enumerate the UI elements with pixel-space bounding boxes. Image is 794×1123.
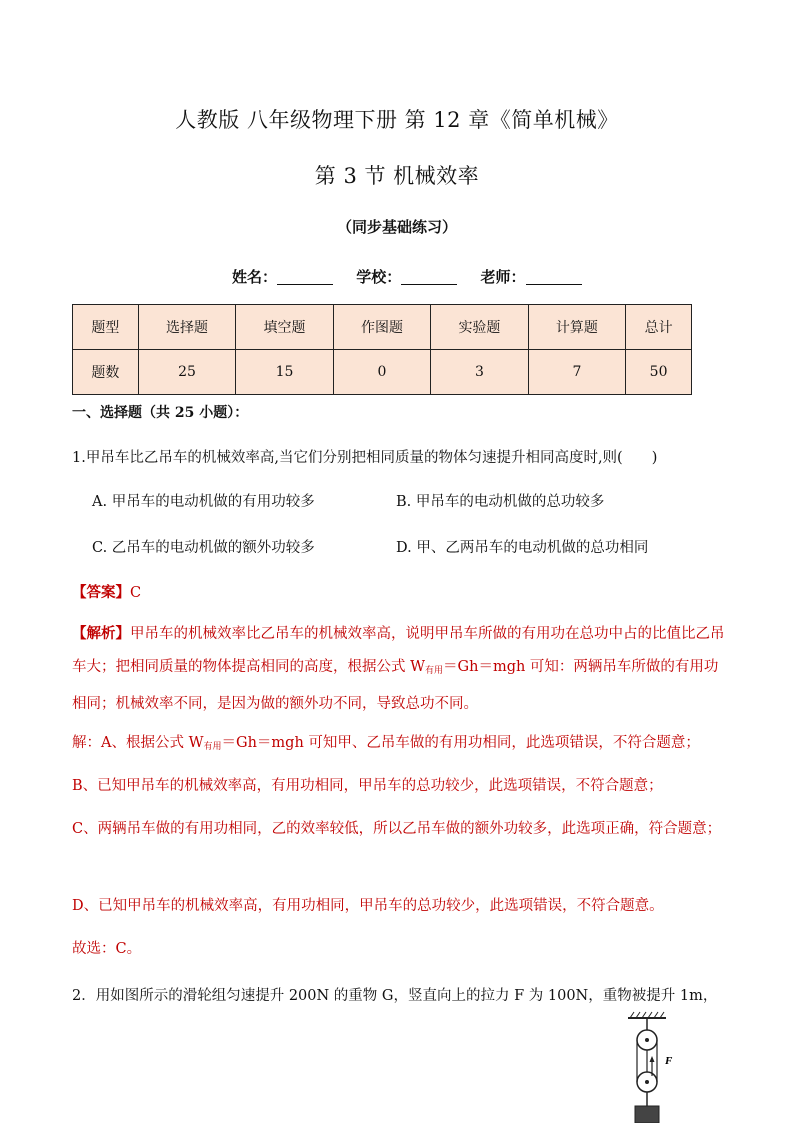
table-cell: 题数 — [73, 350, 139, 395]
exercise-subtitle: （同步基础练习） — [336, 218, 457, 236]
name-label: 姓名： — [232, 268, 278, 286]
question-1-stem: 1.甲吊车比乙吊车的机械效率高,当它们分别把相同质量的物体匀速提升相同高度时,则( ) — [72, 450, 658, 466]
table-cell: 实验题 — [431, 305, 528, 350]
table-cell: 3 — [431, 350, 528, 395]
teacher-blank[interactable] — [526, 284, 582, 285]
student-info-line — [232, 266, 600, 287]
option-d: D. 甲、乙两吊车的电动机做的总功相同 — [396, 540, 649, 556]
question-2-stem: 2．用如图所示的滑轮组匀速提升 200N 的重物 G，竖直向上的拉力 F 为 100N，重物被提升 1m， — [72, 988, 718, 1004]
solution-b: B、已知甲吊车的机械效率高，有用功相同，甲吊车的总功较少，此选项错误，不符合题意； — [72, 778, 663, 794]
answer-label: 【答案】 — [72, 584, 130, 601]
table-cell: 题型 — [73, 305, 139, 350]
table-cell: 计算题 — [528, 305, 625, 350]
solution-a-suffix: ＝Gh＝mgh 可知甲、乙吊车做的有用功相同，此选项错误，不符合题意； — [221, 735, 700, 751]
weight-block — [635, 1106, 659, 1123]
option-a: A. 甲吊车的电动机做的有用功较多 — [92, 494, 315, 510]
analysis-paragraph — [72, 617, 728, 721]
table-row — [73, 350, 692, 395]
teacher-label: 老师： — [480, 268, 526, 286]
option-c: C. 乙吊车的电动机做的额外功较多 — [92, 540, 315, 556]
answer-value: C — [130, 585, 142, 601]
table-cell: 选择题 — [138, 305, 235, 350]
table-header-row — [73, 305, 692, 350]
table-cell: 7 — [528, 350, 625, 395]
solution-d: D、已知甲吊车的机械效率高，有用功相同，甲吊车的总功较少，此选项错误，不符合题意。 — [72, 898, 664, 914]
answer-line — [72, 581, 141, 602]
analysis-label: 【解析】 — [72, 625, 130, 642]
pulley-diagram — [620, 1010, 680, 1123]
solution-c: C、两辆吊车做的有用功相同，乙的效率较低，所以乙吊车做的额外功较多，此选项正确，符合题意； — [72, 821, 722, 837]
question-summary-table — [72, 304, 692, 395]
useful-subscript: 有用 — [203, 742, 222, 752]
table-cell: 作图题 — [333, 305, 430, 350]
table-cell: 0 — [333, 350, 430, 395]
conclusion: 故选：C。 — [72, 941, 142, 957]
useful-subscript: 有用 — [425, 666, 444, 676]
table-cell: 25 — [138, 350, 235, 395]
name-blank[interactable] — [277, 284, 333, 285]
table-cell: 15 — [236, 350, 333, 395]
option-b: B. 甲吊车的电动机做的总功较多 — [396, 494, 605, 510]
document-title: 人教版 八年级物理下册 第 12 章《简单机械》 — [175, 108, 619, 132]
solution-a — [72, 727, 728, 764]
school-blank[interactable] — [401, 284, 457, 285]
solution-a-prefix: 解：A、根据公式 W — [72, 735, 204, 751]
analysis-text: 甲吊车的机械效率比乙吊车的机械效率高，说明甲吊车所做的有用功在总功中占的比值比乙吊车大；把相同质量的物体提高相同的高度，根据公式 W — [72, 626, 725, 675]
table-cell: 填空题 — [236, 305, 333, 350]
section-title: 第 3 节 机械效率 — [314, 164, 480, 188]
section-heading: 一、选择题（共 25 小题）： — [72, 405, 249, 421]
table-cell: 总计 — [626, 305, 692, 350]
table-cell: 50 — [626, 350, 692, 395]
school-label: 学校： — [356, 268, 402, 286]
analysis-formula: ＝Gh＝mgh 可知：两辆吊车所做的有用功相同；机械效率不同，是因为做的额外功不同，导致总功不同。 — [72, 659, 719, 712]
force-label: F — [665, 1055, 673, 1067]
